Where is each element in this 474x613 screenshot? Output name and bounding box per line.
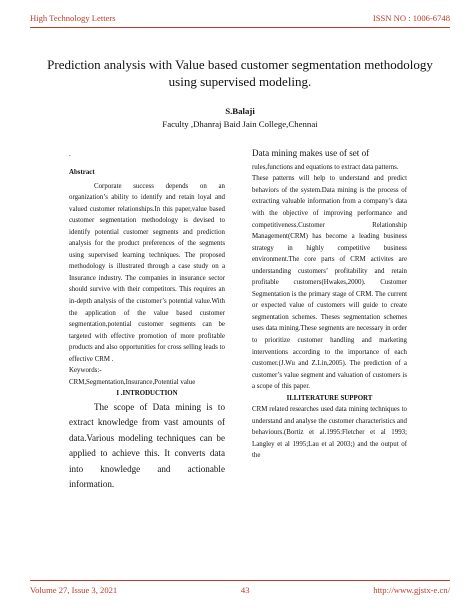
page-number: 43 [240,585,250,595]
keywords-label: Keywords:- [69,367,102,375]
right-column [252,146,407,462]
footer-divider [30,580,450,581]
right-lead-rest: rules,functions and equations to extract data patterns. [252,163,399,171]
issn-number: ISSN NO : 1006-6748 [372,13,450,23]
journal-name: High Technology Letters [30,13,116,23]
page-header [30,13,450,23]
abstract-text: Corporate success depends on an organization’s ability to identify and retain loyal and valued customer relationships.In this paper,value based customer segmentation methodology is devised to identify potential customer segments and prediction analysis for the product preferences of the segments using supervised learning techniques. The proposed methodology is illustrated through a case study on a Insurance industry. The companies in insurance sector should survive with their competitors. This requires an in-depth analysis of the customer’s potential value.With the application of the value based customer segmentation,potential customer segments can be targeted with effective promotion of more profitable products and also opportunities for cross selling leads to effective CRM . [69,182,225,363]
intro-block [69,400,225,492]
paper-title: Prediction analysis with Value based customer segmentation methodology using supervised modeling. [47,57,433,89]
keywords-list: CRM,Segmentation,Insurance,Potential value [69,378,196,386]
right-lead-line: Data mining makes use of set of [252,148,370,158]
literature-heading: II.LITERATURE SUPPORT [286,394,373,402]
left-column [69,149,225,492]
intro-text: The scope of Data mining is to extract knowledge from vast amounts of data.Various modeling techniques can be applied to achieve this. It converts data into knowledge and actionable information. [69,401,225,489]
author-affiliation: Faculty ,Dhanraj Baid Jain College,Chennai [162,119,318,129]
literature-text: CRM related researches used data mining techniques to understand and analyse the customer characteristics and behaviours.(Bortiz et al.1995:Fletcher et al 1993; Langley et al 1995;Lau et al 2003;) and the output of the [252,406,407,460]
right-paragraph: These patterns will help to understand and predict behaviors of the system.Data mining is the process of extracting valuable information from a company’s data with the objective of improving performance and competitiveness.Customer Relationship Management(CRM) has become a leading business strategy in highly competitive business environment.The core parts of CRM activites are understanding customers’ profitability and retain profitable customers(Hwakes,2000). Customer Segmentation is the primary stage of CRM. The current or expected value of customers will guide to create segmentation schemes. Theses segmentation schemes uses data mining.These segments are necessary in order to prioritize customer handling and marketing interventions according to the importance of each customer.(J.Wu and Z.Lin,2005). The prediction of a customer’s value segment and valuation of customers is a scope of this paper. [252,175,407,391]
abstract-heading: Abstract [69,169,95,176]
page-footer [30,585,450,595]
journal-url[interactable]: http://www.gjstx-e.cn/ [373,585,450,595]
volume-issue: Volume 27, Issue 3, 2021 [30,585,118,595]
author-name: S.Balaji [225,106,255,116]
intro-heading: I .INTRODUCTION [116,390,178,398]
stray-dot: . [69,151,71,158]
header-divider [30,27,450,28]
